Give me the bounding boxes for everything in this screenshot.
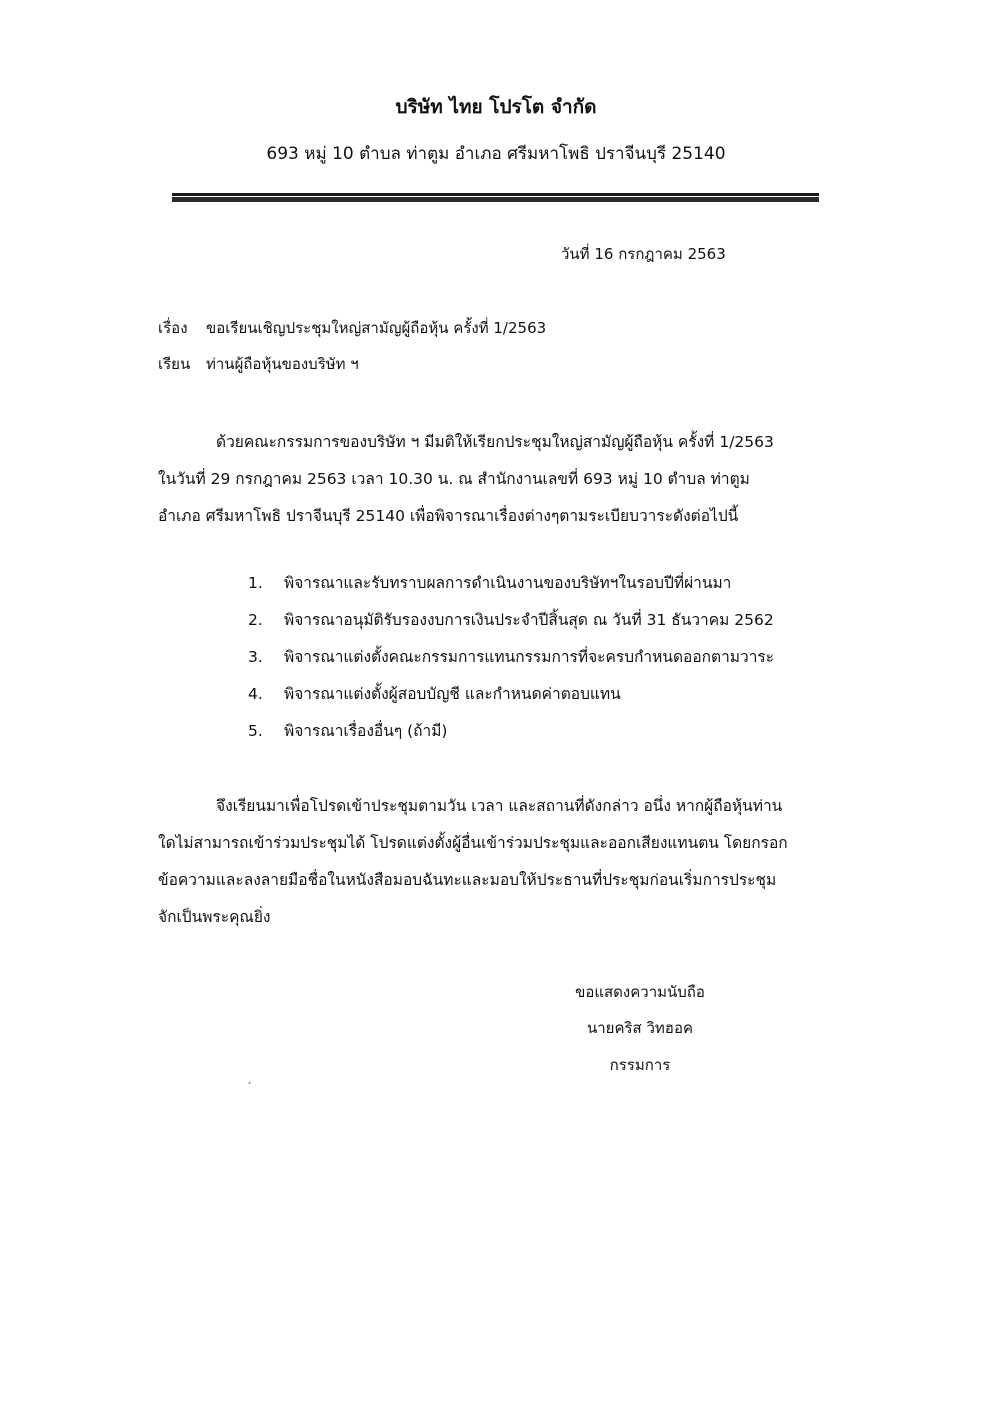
agenda-text: พิจารณาอนุมัติรับรองงบการเงินประจำปีสิ้นสุด ณ วันที่ 31 ธันวาคม 2562	[284, 611, 774, 629]
agenda-item	[248, 718, 774, 755]
subject-text: ขอเรียนเชิญประชุมใหญ่สามัญผู้ถือหุ้น ครั้งที่ 1/2563	[206, 319, 547, 337]
agenda-text: พิจารณาและรับทราบผลการดำเนินงานของบริษัทฯในรอบปีที่ผ่านมา	[284, 574, 732, 592]
subject-line	[158, 316, 546, 340]
intro-line: ด้วยคณะกรรมการของบริษัท ฯ มีมติให้เรียกประชุมใหญ่สามัญผู้ถือหุ้น ครั้งที่ 1/2563	[216, 433, 774, 451]
agenda-text: พิจารณาแต่งตั้งคณะกรรมการแทนกรรมการที่จะครบกำหนดออกตามวาระ	[284, 648, 775, 666]
agenda-item	[248, 681, 774, 718]
invitation-line: ใดไม่สามารถเข้าร่วมประชุมได้ โปรดแต่งตั้งผู้อื่นเข้าร่วมประชุมและออกเสียงแทนตน โดยกรอก	[158, 834, 788, 852]
salutation-line	[158, 352, 359, 376]
header-rule-thick	[172, 197, 819, 202]
agenda-number: 5.	[248, 722, 263, 740]
company-name: บริษัท ไทย โปรโต จำกัด	[395, 96, 597, 118]
company-address: 693 หมู่ 10 ตำบล ท่าตูม อำเภอ ศรีมหาโพธิ ปราจีนบุรี 25140	[266, 144, 726, 164]
invitation-paragraph	[158, 788, 838, 936]
invitation-line: จึงเรียนมาเพื่อโปรดเข้าประชุมตามวัน เวลา และสถานที่ดังกล่าว อนึ่ง หากผู้ถือหุ้นท่าน	[216, 797, 783, 815]
agenda-list	[248, 570, 774, 755]
header-rule-thin	[172, 193, 819, 196]
signatory-name: นายคริส วิทฮอค	[587, 1019, 693, 1037]
intro-line: อำเภอ ศรีมหาโพธิ ปราจีนบุรี 25140 เพื่อพิจารณาเรื่องต่างๆตามระเบียบวาระดังต่อไปนี้	[158, 507, 739, 525]
intro-line: ในวันที่ 29 กรกฎาคม 2563 เวลา 10.30 น. ณ สำนักงานเลขที่ 693 หมู่ 10 ตำบล ท่าตูม	[158, 470, 750, 488]
signatory-position: กรรมการ	[609, 1056, 671, 1074]
agenda-text: พิจารณาแต่งตั้งผู้สอบบัญชี และกำหนดค่าตอบแทน	[284, 685, 621, 703]
salutation-text: ท่านผู้ถือหุ้นของบริษัท ฯ	[206, 355, 359, 373]
invitation-line: จักเป็นพระคุณยิ่ง	[158, 908, 271, 926]
closing-regards: ขอแสดงความนับถือ	[575, 983, 705, 1001]
subject-label: เรื่อง	[158, 319, 188, 337]
agenda-text: พิจารณาเรื่องอื่นๆ (ถ้ามี)	[284, 722, 448, 740]
agenda-item	[248, 644, 774, 681]
agenda-item	[248, 607, 774, 644]
intro-paragraph	[158, 424, 838, 535]
agenda-number: 2.	[248, 611, 263, 629]
letter-date: วันที่ 16 กรกฎาคม 2563	[561, 245, 726, 263]
agenda-number: 1.	[248, 574, 263, 592]
agenda-number: 4.	[248, 685, 263, 703]
salutation-label: เรียน	[158, 355, 191, 373]
agenda-number: 3.	[248, 648, 263, 666]
agenda-item	[248, 570, 774, 607]
stray-mark: ˏ	[246, 1070, 252, 1084]
invitation-line: ข้อความและลงลายมือชื่อในหนังสือมอบฉันทะและมอบให้ประธานที่ประชุมก่อนเริ่มการประชุม	[158, 871, 777, 889]
